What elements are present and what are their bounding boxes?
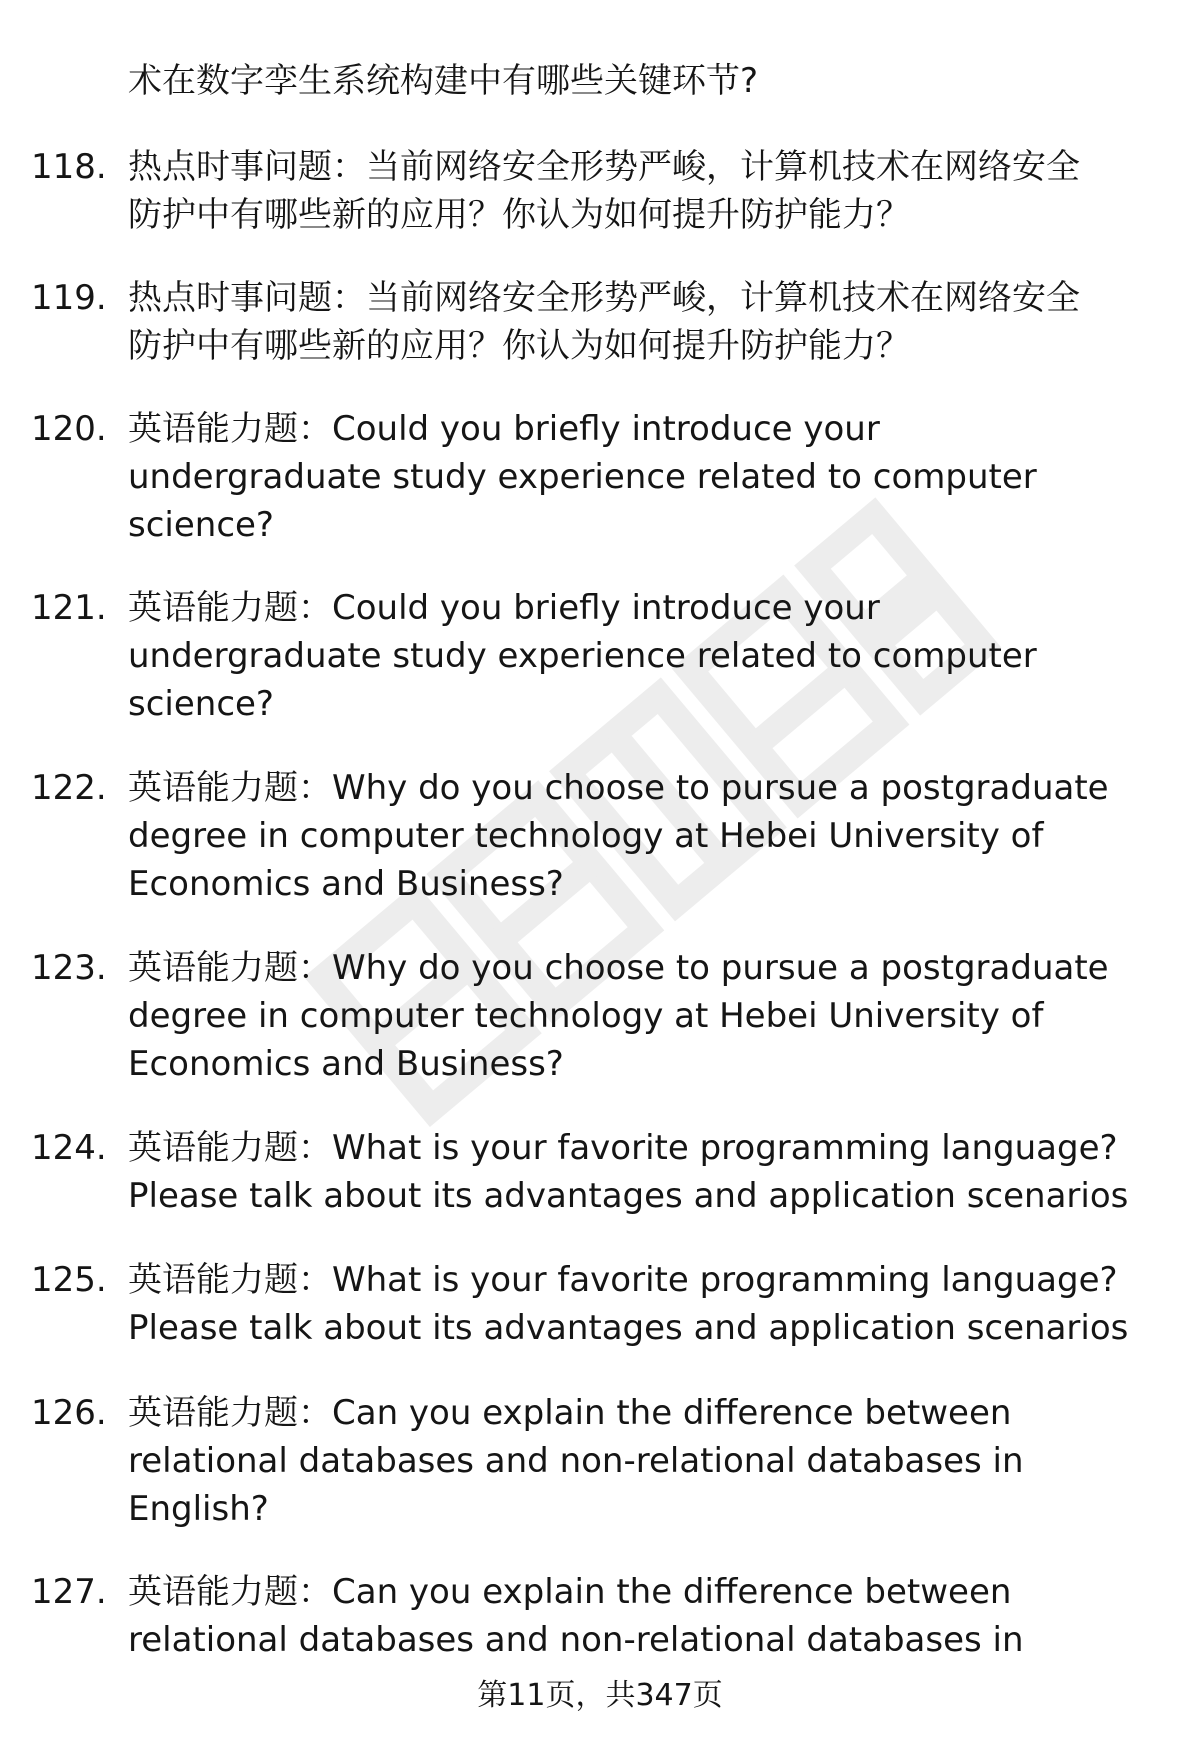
question-number: 119. bbox=[31, 278, 107, 318]
question-line: 英语能力题：Could you briefly introduce your bbox=[128, 409, 880, 449]
question-number: 122. bbox=[31, 768, 107, 808]
question-line: relational databases and non-relational databases in bbox=[128, 1441, 1024, 1481]
question-line: 英语能力题：Why do you choose to pursue a postgraduate bbox=[128, 768, 1109, 808]
question-text bbox=[128, 1124, 1148, 1220]
question-line: undergraduate study experience related to computer bbox=[128, 636, 1037, 676]
question-line: relational databases and non-relational databases in bbox=[128, 1620, 1024, 1660]
question-text bbox=[128, 1568, 1148, 1664]
question-text bbox=[128, 764, 1148, 908]
question-line: 英语能力题：What is your favorite programming language? bbox=[128, 1128, 1118, 1168]
question-number: 125. bbox=[31, 1260, 107, 1300]
question-number: 127. bbox=[31, 1572, 107, 1612]
question-number: 126. bbox=[31, 1393, 107, 1433]
page-number-footer: 第11页，共347页 bbox=[477, 1678, 723, 1713]
question-line: English? bbox=[128, 1489, 269, 1529]
question-number: 124. bbox=[31, 1128, 107, 1168]
question-number: 118. bbox=[31, 147, 107, 187]
question-line: Economics and Business? bbox=[128, 1044, 564, 1084]
question-text bbox=[128, 1389, 1148, 1533]
question-line: science? bbox=[128, 505, 274, 545]
question-line: science? bbox=[128, 684, 274, 724]
question-text bbox=[128, 1256, 1148, 1352]
question-text bbox=[128, 944, 1148, 1088]
question-line: 防护中有哪些新的应用？你认为如何提升防护能力？ bbox=[128, 326, 910, 366]
question-line: 英语能力题：Why do you choose to pursue a postgraduate bbox=[128, 948, 1109, 988]
question-line: Please talk about its advantages and application scenarios bbox=[128, 1176, 1129, 1216]
question-number: 120. bbox=[31, 409, 107, 449]
question-line: 英语能力题：Can you explain the difference between bbox=[128, 1393, 1012, 1433]
question-line: Please talk about its advantages and application scenarios bbox=[128, 1308, 1129, 1348]
question-line: 英语能力题：Could you briefly introduce your bbox=[128, 588, 880, 628]
question-number: 121. bbox=[31, 588, 107, 628]
question-line: degree in computer technology at Hebei University of bbox=[128, 996, 1044, 1036]
question-text bbox=[128, 143, 1148, 239]
question-line: Economics and Business? bbox=[128, 864, 564, 904]
question-line: 热点时事问题：当前网络安全形势严峻，计算机技术在网络安全 bbox=[128, 278, 1080, 318]
question-line: undergraduate study experience related to computer bbox=[128, 457, 1037, 497]
question-line: degree in computer technology at Hebei University of bbox=[128, 816, 1044, 856]
question-line: 热点时事问题：当前网络安全形势严峻，计算机技术在网络安全 bbox=[128, 147, 1080, 187]
question-number: 123. bbox=[31, 948, 107, 988]
question-line: 防护中有哪些新的应用？你认为如何提升防护能力？ bbox=[128, 195, 910, 235]
question-line: 英语能力题：Can you explain the difference between bbox=[128, 1572, 1012, 1612]
question-text bbox=[128, 405, 1148, 549]
continued-question-text: 术在数字孪生系统构建中有哪些关键环节? bbox=[128, 61, 759, 101]
question-line: 英语能力题：What is your favorite programming language? bbox=[128, 1260, 1118, 1300]
question-text bbox=[128, 274, 1148, 370]
question-text bbox=[128, 584, 1148, 728]
